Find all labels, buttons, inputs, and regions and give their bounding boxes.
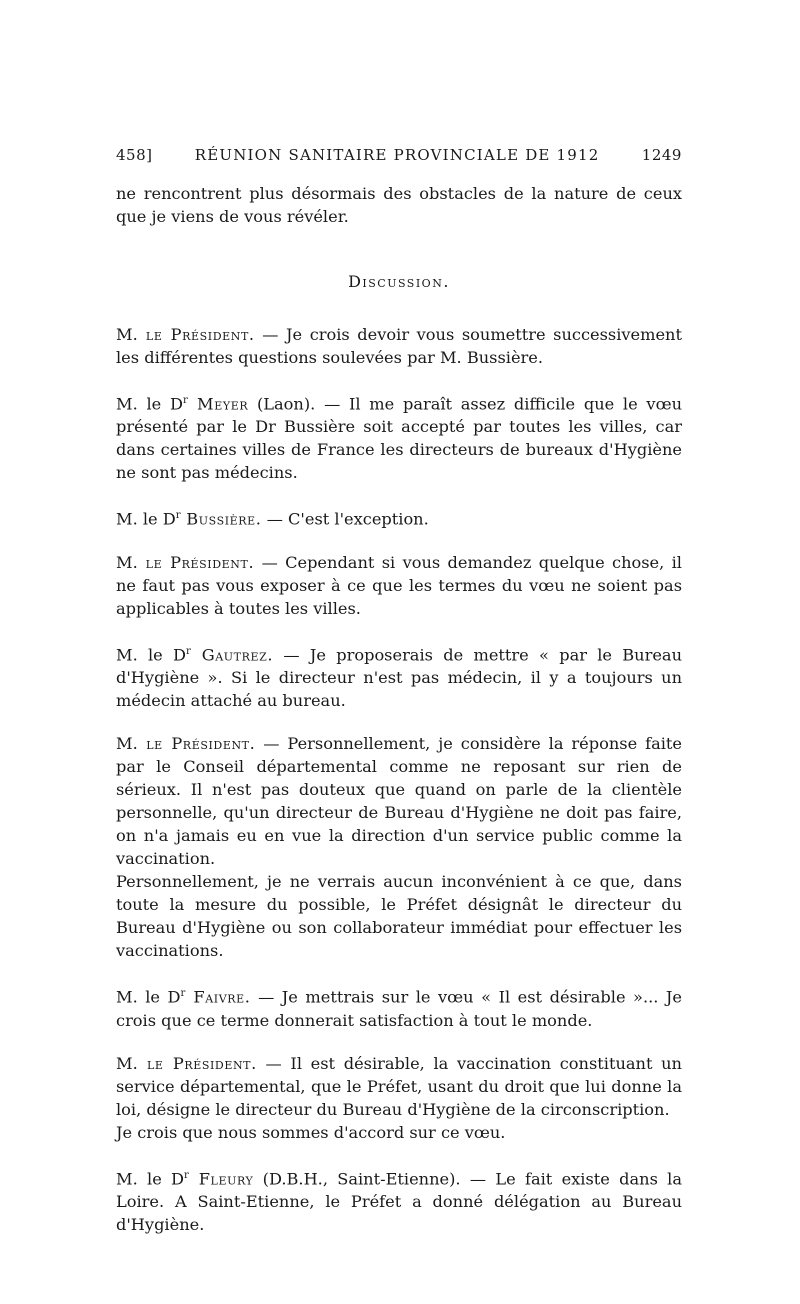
speech-paragraph (116, 982, 682, 1031)
speech-block (116, 551, 682, 620)
speech-continuation: Je crois que nous sommes d'accord sur ce vœu. (116, 1122, 506, 1142)
speech-paragraph (116, 640, 682, 712)
speech-paragraph (116, 504, 682, 530)
speech-block (116, 389, 682, 484)
speaker-name: le Président. (137, 734, 256, 754)
speech-paragraph (116, 1052, 682, 1121)
speaker-name: Fleury (188, 1168, 254, 1188)
speech-text: — Le fait existe dans la Loire. A Saint-Etienne, le Préfet a donné délégation au Bureau d'Hygiène. (116, 1168, 683, 1234)
speech-paragraph (116, 551, 682, 620)
speaker-prefix: M. (116, 552, 138, 572)
speech-text: — Je crois devoir vous soumettre successivement les différentes questions soulevées par M. Bussière. (116, 325, 682, 367)
running-title: RÉUNION SANITAIRE PROVINCIALE DE 1912 (194, 146, 600, 164)
discussion-body (116, 323, 682, 1236)
page-ref-left: 458] (116, 146, 153, 164)
speech-continuation: Personnellement, je ne verrais aucun inconvénient à ce que, dans toute la mesure du possible, le Préfet désignât le directeur du Bureau d'Hygiène ou son collaborateur immédiat pour effectuer les vaccinations. (116, 872, 682, 961)
speech-block (116, 323, 682, 369)
running-head (116, 146, 682, 164)
speech-paragraph (116, 389, 682, 484)
speaker-prefix: M. (116, 1053, 138, 1073)
doctor-abbrev: r (182, 395, 188, 406)
speech-paragraph (116, 323, 682, 369)
doctor-abbrev: r (186, 645, 191, 657)
speaker-prefix: M. le D (116, 1168, 185, 1188)
speech-text: — Je proposerais de mettre « par le Bureau d'Hygiène ». Si le directeur n'est pas médecin, il y a toujours un médecin attaché au bureau. (116, 645, 683, 711)
speech-block (116, 504, 682, 530)
page-number: 1249 (641, 146, 682, 164)
speech-text: — Je mettrais sur le vœu « Il est désirable »... Je crois que ce terme donnerait satisfaction à tout le monde. (116, 987, 682, 1030)
speaker-name: Faivre. (185, 987, 251, 1007)
speaker-name: Meyer (187, 394, 249, 414)
speaker-name: le Président. (137, 1053, 257, 1073)
speech-block (116, 640, 682, 712)
speech-block (116, 1164, 682, 1236)
speaker-name: le Président. (137, 325, 255, 344)
doctor-abbrev: r (180, 988, 186, 1000)
speaker-affiliation: (D.B.H., Saint-Etienne). (253, 1168, 461, 1188)
speech-text: — Il est désirable, la vaccination constituant un service départemental, que le Préfet, usant du droit que lui donne la loi, désigne le directeur du Bureau d'Hygiène de la circonscription. (116, 1053, 682, 1119)
speaker-name: le Président. (137, 552, 255, 572)
speech-text: — Personnellement, je considère la réponse faite par le Conseil départemental comme ne reposant sur rien de sérieux. Il n'est pas douteux que quand on parle de la clientèle personnelle, qu'un directeur de Bureau d'Hygiène ne doit pas faire, on n'a jamais eu en vue la direction d'un service public comme la vaccination. (116, 734, 682, 869)
speech-block (116, 732, 682, 962)
intro-paragraph: ne rencontrent plus désormais des obstacles de la nature de ceux que je viens de vous révéler. (116, 184, 682, 226)
speaker-affiliation: (Laon). (248, 394, 316, 414)
section-title: Discussion. (348, 272, 450, 291)
speech-text: — Il me paraît assez difficile que le vœu présenté par le Dr Bussière soit accepté par toutes les villes, car dans certaines villes de France les directeurs de bureaux d'Hygiène ne sont pas médecins. (116, 394, 683, 483)
speaker-name: Bussière. (180, 509, 262, 529)
speaker-prefix: M. (116, 734, 138, 754)
speaker-prefix: M. (116, 325, 138, 344)
speech-paragraph (116, 1164, 682, 1236)
speaker-prefix: M. le D (116, 509, 176, 529)
speech-text: — C'est l'exception. (261, 509, 429, 529)
doctor-abbrev: r (184, 1169, 189, 1181)
speech-text: — Cependant si vous demandez quelque chose, il ne faut pas vous exposer à ce que les termes du vœu ne soient pas applicables à toutes les villes. (116, 552, 682, 618)
speaker-prefix: M. le D (116, 394, 183, 414)
document-page (116, 146, 682, 1256)
speech-paragraph (116, 732, 682, 870)
speaker-name: Gautrez. (190, 645, 274, 665)
speech-block (116, 1052, 682, 1144)
speech-block (116, 982, 682, 1031)
speaker-prefix: M. le D (116, 645, 187, 665)
speaker-prefix: M. le D (116, 987, 181, 1007)
doctor-abbrev: r (175, 510, 181, 522)
